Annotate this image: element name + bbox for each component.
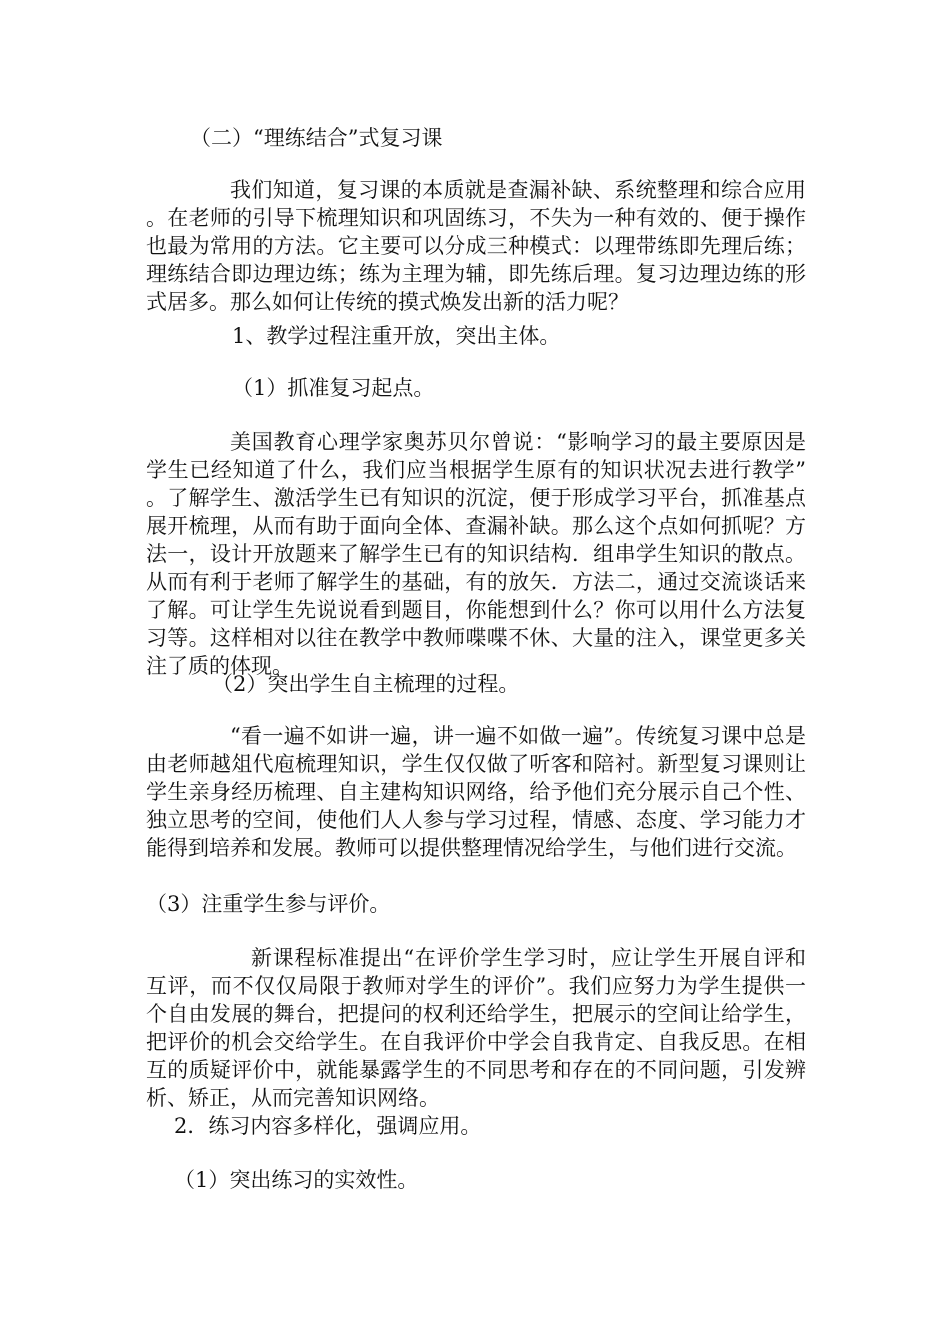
paragraph-item-1: 美国教育心理学家奥苏贝尔曾说：“影响学习的最主要原因是学生已经知道了什么，我们应当根据学生原有的知识状况去进行教学”。了解学生、激活学生已有知识的沉淀，便于形成学习平台，抓准基点展开梳理，从而有助于面向全体、查漏补缺。那么这个点如何抓呢？方法一，设计开放题来了解学生已有的知识结构．组串学生知识的散点。从而有利于老师了解学生的基础，有的放矢．方法二，通过交流谈话来了解。可让学生先说说看到题目，你能想到什么？你可以用什么方法复习等。这样相对以往在教学中教师喋喋不休、大量的注入，课堂更多关注了质的体现。 [146,430,806,678]
item-title-4: （1）突出练习的实效性。 [174,1168,419,1192]
heading-lilian-jiehe: （二）“理练结合”式复习课 [190,126,443,150]
section-title-2: 2．练习内容多样化，强调应用。 [174,1114,482,1138]
paragraph-item-2: “看一遍不如讲一遍，讲一遍不如做一遍”。传统复习课中总是由老师越俎代庖梳理知识，学生仅仅做了听客和陪衬。新型复习课则让学生亲身经历梳理、自主建构知识网络，给予他们充分展示自己个性、独立思考的空间，使他们人人参与学习过程，情感、态度、学习能力才能得到培养和发展。教师可以提供整理情况给学生，与他们进行交流。 [146,724,806,860]
paragraph-item-3: 新课程标准提出“在评价学生学习时，应让学生开展自评和互评，而不仅仅局限于教师对学生的评价”。我们应努力为学生提供一个自由发展的舞台，把提问的权利还给学生，把展示的空间让给学生，把评价的机会交给学生。在自我评价中学会自我肯定、自我反思。在相互的质疑评价中，就能暴露学生的不同思考和存在的不同问题，引发辨析、矫正，从而完善知识网络。 [146,946,806,1110]
section-title-1: 1、教学过程注重开放，突出主体。 [232,324,561,348]
paragraph-intro: 我们知道，复习课的本质就是查漏补缺、系统整理和综合应用。在老师的引导下梳理知识和巩固练习，不失为一种有效的、便于操作也最为常用的方法。它主要可以分成三种模式：以理带练即先理后练；理练结合即边理边练；练为主理为辅，即先练后理。复习边理边练的形式居多。那么如何让传统的摸式焕发出新的活力呢？ [146,178,806,314]
item-title-3: （3）注重学生参与评价。 [146,892,391,916]
item-title-2: （2）突出学生自主梳理的过程。 [212,672,520,696]
item-title-1: （1）抓准复习起点。 [232,376,435,400]
